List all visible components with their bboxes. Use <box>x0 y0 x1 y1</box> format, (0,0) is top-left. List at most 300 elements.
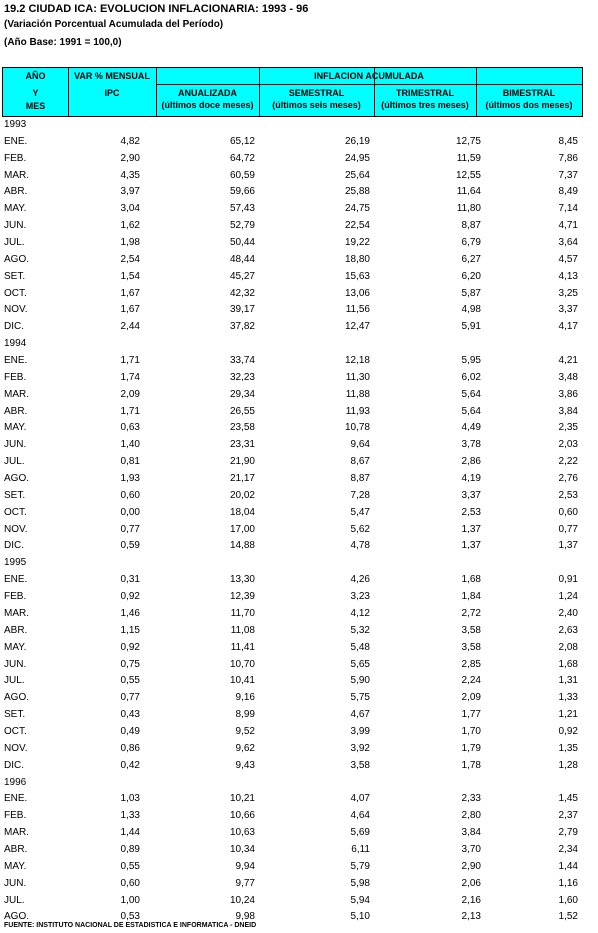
month-label: DIC. <box>4 321 24 333</box>
cell-bimestral: 1,35 <box>558 742 578 754</box>
table-row <box>0 657 598 674</box>
cell-ipc: 1,93 <box>120 473 140 485</box>
cell-ipc: 1,44 <box>120 827 140 839</box>
table-row <box>0 454 598 471</box>
header-y: Y <box>32 88 39 98</box>
cell-trimestral: 3,58 <box>461 624 481 636</box>
cell-semestral: 5,90 <box>350 675 370 687</box>
year-label: 1994 <box>4 338 27 350</box>
cell-anualizada: 39,17 <box>229 304 255 316</box>
cell-semestral: 4,12 <box>350 607 370 619</box>
cell-ipc: 0,31 <box>120 574 140 586</box>
cell-ipc: 0,81 <box>120 456 140 468</box>
cell-bimestral: 3,64 <box>558 237 578 249</box>
cell-bimestral: 3,84 <box>558 405 578 417</box>
cell-semestral: 12,18 <box>344 355 370 367</box>
cell-ipc: 1,62 <box>120 220 140 232</box>
cell-trimestral: 2,16 <box>461 894 481 906</box>
cell-ipc: 0,53 <box>120 911 140 923</box>
cell-ipc: 1,40 <box>120 439 140 451</box>
table-row <box>0 218 598 235</box>
cell-semestral: 5,48 <box>350 641 370 653</box>
cell-trimestral: 5,64 <box>461 405 481 417</box>
cell-trimestral: 3,84 <box>461 827 481 839</box>
table-row <box>0 893 598 910</box>
cell-trimestral: 1,77 <box>461 709 481 721</box>
cell-semestral: 4,64 <box>350 810 370 822</box>
cell-trimestral: 6,02 <box>461 371 481 383</box>
cell-trimestral: 1,37 <box>461 523 481 535</box>
cell-anualizada: 9,52 <box>235 725 255 737</box>
cell-ipc: 1,67 <box>120 304 140 316</box>
table-row <box>0 808 598 825</box>
month-label: AGO. <box>4 692 30 704</box>
month-label: OCT. <box>4 506 27 518</box>
year-label: 1993 <box>4 119 27 130</box>
cell-semestral: 11,30 <box>345 371 370 383</box>
cell-anualizada: 10,41 <box>229 675 255 687</box>
cell-anualizada: 59,66 <box>229 186 255 198</box>
cell-semestral: 3,92 <box>350 742 370 754</box>
month-label: FEB. <box>4 810 27 822</box>
cell-anualizada: 45,27 <box>229 270 255 282</box>
page-subtitle: (Variación Porcentual Acumulada del Período) <box>4 19 224 30</box>
cell-semestral: 3,99 <box>350 725 370 737</box>
cell-ipc: 0,77 <box>120 523 140 535</box>
cell-anualizada: 32,23 <box>229 371 255 383</box>
table-row <box>0 522 598 539</box>
month-label: ABR. <box>4 843 28 855</box>
cell-trimestral: 2,72 <box>461 607 481 619</box>
cell-ipc: 0,63 <box>120 422 140 434</box>
month-label: ENE. <box>4 574 28 586</box>
cell-bimestral: 2,63 <box>558 624 578 636</box>
cell-anualizada: 9,62 <box>235 742 255 754</box>
cell-anualizada: 10,21 <box>229 793 255 805</box>
cell-bimestral: 0,91 <box>558 574 578 586</box>
cell-bimestral: 8,49 <box>558 186 578 198</box>
cell-semestral: 5,62 <box>350 523 370 535</box>
table-row <box>0 437 598 454</box>
cell-trimestral: 5,91 <box>461 321 481 333</box>
cell-bimestral: 1,44 <box>558 860 578 872</box>
table-body <box>0 117 598 926</box>
cell-semestral: 5,10 <box>350 911 370 923</box>
year-row <box>0 336 598 353</box>
cell-bimestral: 2,40 <box>558 607 578 619</box>
cell-trimestral: 6,27 <box>461 253 481 265</box>
month-label: MAR. <box>4 169 29 181</box>
cell-ipc: 0,49 <box>120 725 140 737</box>
cell-semestral: 18,80 <box>344 253 370 265</box>
cell-ipc: 1,71 <box>120 405 140 417</box>
cell-semestral: 19,22 <box>344 237 370 249</box>
cell-anualizada: 29,34 <box>229 388 255 400</box>
cell-anualizada: 23,58 <box>229 422 255 434</box>
cell-semestral: 5,94 <box>350 894 370 906</box>
cell-bimestral: 2,76 <box>558 473 578 485</box>
cell-semestral: 24,75 <box>344 203 370 215</box>
month-label: AGO. <box>4 473 30 485</box>
cell-ipc: 0,92 <box>120 591 140 603</box>
cell-bimestral: 4,17 <box>558 321 578 333</box>
table-row <box>0 286 598 303</box>
cell-bimestral: 4,21 <box>558 355 578 367</box>
cell-anualizada: 11,41 <box>230 641 255 653</box>
cell-bimestral: 1,33 <box>558 692 578 704</box>
month-label: MAR. <box>4 827 29 839</box>
month-label: MAY. <box>4 203 27 215</box>
month-label: FEB. <box>4 591 27 603</box>
month-label: MAR. <box>4 388 29 400</box>
cell-anualizada: 10,24 <box>229 894 255 906</box>
cell-semestral: 11,88 <box>345 388 370 400</box>
cell-trimestral: 1,84 <box>461 591 481 603</box>
cell-bimestral: 7,86 <box>558 152 578 164</box>
table-row <box>0 640 598 657</box>
cell-anualizada: 9,16 <box>235 692 255 704</box>
table-row <box>0 758 598 775</box>
cell-trimestral: 2,86 <box>461 456 481 468</box>
cell-trimestral: 1,70 <box>461 725 481 737</box>
header-bimestral-sub: (últimos dos meses) <box>485 100 573 110</box>
table-row <box>0 370 598 387</box>
cell-bimestral: 1,24 <box>558 591 578 603</box>
cell-trimestral: 2,90 <box>461 860 481 872</box>
cell-ipc: 1,46 <box>120 607 140 619</box>
table-row <box>0 876 598 893</box>
cell-ipc: 2,54 <box>120 253 140 265</box>
table-row <box>0 353 598 370</box>
cell-anualizada: 9,94 <box>235 860 255 872</box>
table-row <box>0 184 598 201</box>
cell-semestral: 5,65 <box>350 658 370 670</box>
cell-anualizada: 42,32 <box>229 287 255 299</box>
year-label: 1996 <box>4 776 27 788</box>
table-row <box>0 707 598 724</box>
cell-semestral: 4,78 <box>350 540 370 552</box>
month-label: SET. <box>4 709 26 721</box>
cell-anualizada: 10,70 <box>229 658 255 670</box>
cell-bimestral: 8,45 <box>558 135 578 147</box>
cell-bimestral: 2,03 <box>558 439 578 451</box>
cell-ipc: 1,54 <box>120 270 140 282</box>
cell-anualizada: 64,72 <box>229 152 255 164</box>
cell-anualizada: 60,59 <box>229 169 255 181</box>
cell-ipc: 0,75 <box>120 658 140 670</box>
month-label: MAY. <box>4 422 27 434</box>
header-trimestral: TRIMESTRAL <box>396 88 454 98</box>
month-label: ENE. <box>4 355 28 367</box>
table-row <box>0 673 598 690</box>
cell-semestral: 5,75 <box>350 692 370 704</box>
month-label: JUL. <box>4 894 25 906</box>
cell-trimestral: 1,68 <box>461 574 481 586</box>
month-label: ABR. <box>4 624 28 636</box>
cell-semestral: 26,19 <box>344 135 370 147</box>
cell-semestral: 24,95 <box>344 152 370 164</box>
cell-ipc: 2,09 <box>120 388 140 400</box>
month-label: DIC. <box>4 540 24 552</box>
cell-trimestral: 11,59 <box>456 152 481 164</box>
cell-bimestral: 1,21 <box>558 709 578 721</box>
cell-anualizada: 18,04 <box>229 506 255 518</box>
table-row <box>0 471 598 488</box>
month-label: JUN. <box>4 439 27 451</box>
cell-anualizada: 9,43 <box>235 759 255 771</box>
header-bimestral: BIMESTRAL <box>502 88 556 98</box>
cell-ipc: 0,60 <box>120 489 140 501</box>
cell-trimestral: 11,64 <box>456 186 481 198</box>
cell-anualizada: 20,02 <box>229 489 255 501</box>
cell-ipc: 3,04 <box>120 203 140 215</box>
cell-ipc: 0,00 <box>120 506 140 518</box>
cell-semestral: 5,69 <box>350 827 370 839</box>
header-divider <box>156 84 582 85</box>
table-row <box>0 825 598 842</box>
cell-anualizada: 17,00 <box>229 523 255 535</box>
month-label: OCT. <box>4 287 27 299</box>
month-label: JUN. <box>4 877 27 889</box>
year-label: 1995 <box>4 557 27 569</box>
month-label: JUN. <box>4 658 27 670</box>
cell-semestral: 3,23 <box>350 591 370 603</box>
cell-ipc: 3,97 <box>120 186 140 198</box>
cell-bimestral: 0,60 <box>558 506 578 518</box>
month-label: SET. <box>4 270 26 282</box>
month-label: JUL. <box>4 675 25 687</box>
year-row <box>0 775 598 792</box>
header-mes: MES <box>25 101 46 111</box>
cell-trimestral: 4,98 <box>461 304 481 316</box>
cell-trimestral: 4,49 <box>461 422 481 434</box>
cell-bimestral: 0,92 <box>558 725 578 737</box>
cell-trimestral: 3,78 <box>461 439 481 451</box>
cell-ipc: 1,67 <box>120 287 140 299</box>
cell-ipc: 1,00 <box>120 894 140 906</box>
cell-bimestral: 1,37 <box>558 540 578 552</box>
month-label: NOV. <box>4 742 28 754</box>
cell-trimestral: 6,79 <box>461 237 481 249</box>
table-row <box>0 606 598 623</box>
cell-semestral: 4,07 <box>350 793 370 805</box>
cell-anualizada: 21,90 <box>229 456 255 468</box>
cell-bimestral: 4,13 <box>558 270 578 282</box>
month-label: JUN. <box>4 220 27 232</box>
cell-anualizada: 26,55 <box>229 405 255 417</box>
table-row <box>0 538 598 555</box>
cell-ipc: 1,74 <box>120 371 140 383</box>
cell-ipc: 4,35 <box>120 169 140 181</box>
month-label: AGO. <box>4 911 30 923</box>
table-row <box>0 420 598 437</box>
year-row <box>0 117 598 134</box>
header-trimestral-sub: (últimos tres meses) <box>381 100 469 110</box>
cell-trimestral: 4,19 <box>461 473 481 485</box>
cell-trimestral: 5,95 <box>461 355 481 367</box>
month-label: NOV. <box>4 523 28 535</box>
month-label: DIC. <box>4 759 24 771</box>
cell-ipc: 0,55 <box>120 675 140 687</box>
table-row <box>0 387 598 404</box>
table-row <box>0 404 598 421</box>
cell-ipc: 0,92 <box>120 641 140 653</box>
cell-anualizada: 8,99 <box>235 709 255 721</box>
cell-bimestral: 1,52 <box>558 911 578 923</box>
cell-ipc: 1,33 <box>120 810 140 822</box>
cell-anualizada: 48,44 <box>229 253 255 265</box>
month-label: MAR. <box>4 607 29 619</box>
cell-ipc: 0,89 <box>120 843 140 855</box>
table-row <box>0 791 598 808</box>
month-label: ENE. <box>4 135 28 147</box>
cell-bimestral: 1,28 <box>558 759 578 771</box>
cell-bimestral: 1,16 <box>558 877 578 889</box>
header-var-mensual: VAR % MENSUAL <box>74 71 150 81</box>
cell-semestral: 13,06 <box>344 287 370 299</box>
source-footer: FUENTE: INSTITUTO NACIONAL DE ESTADISTICA E INFORMATICA - DNEID <box>4 922 257 929</box>
cell-anualizada: 52,79 <box>229 220 255 232</box>
cell-trimestral: 1,37 <box>461 540 481 552</box>
cell-trimestral: 11,80 <box>456 203 481 215</box>
cell-trimestral: 2,53 <box>461 506 481 518</box>
table-row <box>0 235 598 252</box>
cell-bimestral: 1,45 <box>558 793 578 805</box>
table-row <box>0 505 598 522</box>
header-semestral-sub: (últimos seis meses) <box>272 100 361 110</box>
cell-semestral: 25,88 <box>344 186 370 198</box>
cell-bimestral: 4,71 <box>558 220 578 232</box>
month-label: ABR. <box>4 186 28 198</box>
table-row <box>0 269 598 286</box>
cell-ipc: 0,43 <box>120 709 140 721</box>
cell-bimestral: 0,77 <box>558 523 578 535</box>
cell-semestral: 5,98 <box>350 877 370 889</box>
cell-ipc: 0,59 <box>120 540 140 552</box>
cell-semestral: 8,87 <box>350 473 370 485</box>
year-row <box>0 555 598 572</box>
month-label: FEB. <box>4 152 27 164</box>
cell-trimestral: 2,13 <box>461 911 481 923</box>
base-year-note: (Año Base: 1991 = 100,0) <box>4 37 122 48</box>
cell-anualizada: 9,77 <box>235 877 255 889</box>
cell-bimestral: 7,37 <box>558 169 578 181</box>
cell-anualizada: 14,88 <box>229 540 255 552</box>
cell-ipc: 2,44 <box>120 321 140 333</box>
table-row <box>0 690 598 707</box>
cell-semestral: 8,67 <box>350 456 370 468</box>
cell-trimestral: 2,80 <box>461 810 481 822</box>
table-row <box>0 572 598 589</box>
table-row <box>0 151 598 168</box>
cell-bimestral: 2,35 <box>558 422 578 434</box>
cell-trimestral: 12,75 <box>455 135 481 147</box>
cell-bimestral: 3,25 <box>558 287 578 299</box>
month-label: MAY. <box>4 641 27 653</box>
cell-trimestral: 2,24 <box>461 675 481 687</box>
month-label: FEB. <box>4 371 27 383</box>
cell-trimestral: 3,37 <box>461 489 481 501</box>
cell-bimestral: 2,53 <box>558 489 578 501</box>
header-anualizada: ANUALIZADA <box>178 88 237 98</box>
cell-ipc: 1,03 <box>120 793 140 805</box>
cell-bimestral: 2,08 <box>558 641 578 653</box>
cell-trimestral: 5,64 <box>461 388 481 400</box>
cell-anualizada: 37,82 <box>229 321 255 333</box>
cell-semestral: 6,11 <box>351 843 370 855</box>
cell-ipc: 1,15 <box>120 624 140 636</box>
cell-ipc: 0,60 <box>120 877 140 889</box>
table-row <box>0 201 598 218</box>
cell-ipc: 1,98 <box>120 237 140 249</box>
month-label: ABR. <box>4 405 28 417</box>
table-row <box>0 741 598 758</box>
table-row <box>0 724 598 741</box>
cell-bimestral: 7,14 <box>558 203 578 215</box>
cell-ipc: 2,90 <box>120 152 140 164</box>
month-label: JUL. <box>4 456 25 468</box>
cell-ipc: 0,77 <box>120 692 140 704</box>
cell-semestral: 3,58 <box>350 759 370 771</box>
table-row <box>0 302 598 319</box>
month-label: MAY. <box>4 860 27 872</box>
cell-anualizada: 13,30 <box>229 574 255 586</box>
month-label: JUL. <box>4 237 25 249</box>
cell-semestral: 11,93 <box>345 405 370 417</box>
cell-semestral: 5,47 <box>350 506 370 518</box>
cell-anualizada: 57,43 <box>229 203 255 215</box>
cell-anualizada: 10,34 <box>229 843 255 855</box>
cell-bimestral: 2,79 <box>558 827 578 839</box>
table-row <box>0 589 598 606</box>
cell-bimestral: 3,86 <box>558 388 578 400</box>
cell-trimestral: 1,78 <box>461 759 481 771</box>
cell-bimestral: 1,68 <box>558 658 578 670</box>
table-row <box>0 168 598 185</box>
cell-anualizada: 50,44 <box>229 237 255 249</box>
month-label: AGO. <box>4 253 30 265</box>
table-row <box>0 319 598 336</box>
table-row <box>0 623 598 640</box>
table-row <box>0 842 598 859</box>
cell-semestral: 11,56 <box>345 304 370 316</box>
cell-anualizada: 10,63 <box>229 827 255 839</box>
cell-trimestral: 3,58 <box>461 641 481 653</box>
cell-semestral: 7,28 <box>350 489 370 501</box>
cell-bimestral: 2,22 <box>558 456 578 468</box>
cell-ipc: 4,82 <box>120 135 140 147</box>
header-anualizada-sub: (últimos doce meses) <box>161 100 254 110</box>
cell-semestral: 10,78 <box>344 422 370 434</box>
cell-bimestral: 2,37 <box>558 810 578 822</box>
cell-anualizada: 9,98 <box>235 911 255 923</box>
cell-anualizada: 10,66 <box>229 810 255 822</box>
cell-anualizada: 23,31 <box>229 439 255 451</box>
cell-bimestral: 3,48 <box>558 371 578 383</box>
table-row <box>0 134 598 151</box>
cell-semestral: 15,63 <box>344 270 370 282</box>
cell-bimestral: 1,31 <box>558 675 578 687</box>
cell-semestral: 5,32 <box>350 624 370 636</box>
header-inflacion-acumulada: INFLACION ACUMULADA <box>314 71 424 81</box>
cell-semestral: 25,64 <box>344 169 370 181</box>
cell-semestral: 9,64 <box>350 439 370 451</box>
cell-semestral: 5,79 <box>350 860 370 872</box>
table-row <box>0 252 598 269</box>
cell-anualizada: 65,12 <box>229 135 255 147</box>
cell-trimestral: 8,87 <box>461 220 481 232</box>
cell-trimestral: 3,70 <box>461 843 481 855</box>
